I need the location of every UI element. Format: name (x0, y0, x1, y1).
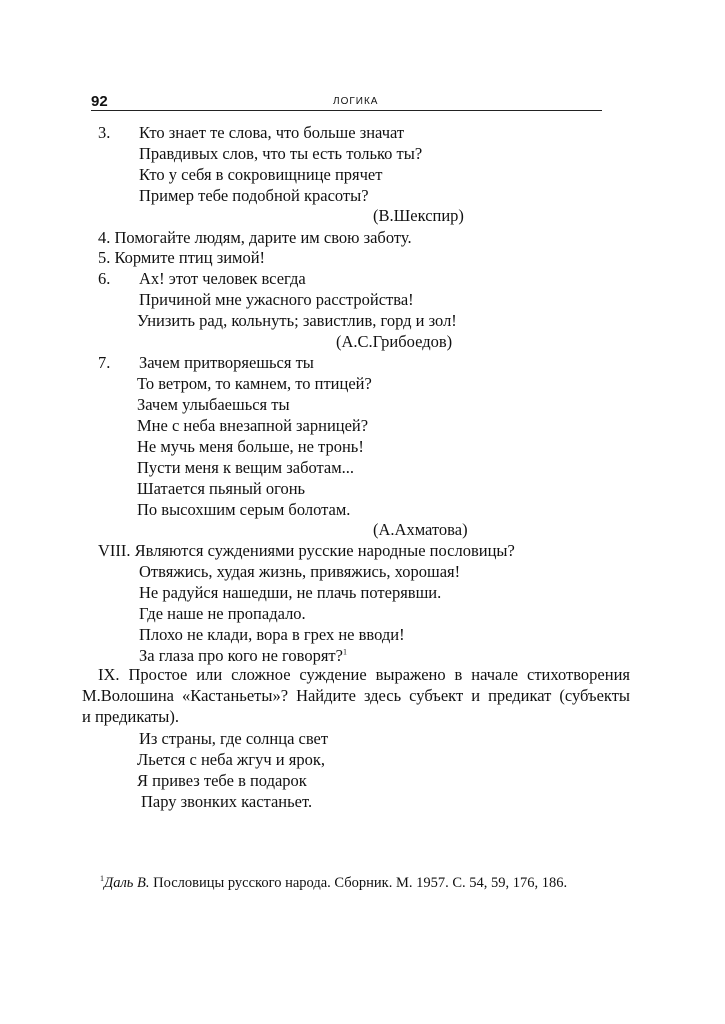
item6-line-3: Унизить рад, кольнуть; завистлив, горд и зол! (137, 311, 457, 330)
item6-author: (А.С.Грибоедов) (336, 332, 453, 351)
item6-number: 6. (98, 269, 111, 288)
proverb-5: За глаза про кого не говорят?$^1$ (139, 646, 347, 665)
poem-line-2: Льется с неба жгуч и ярок, (137, 750, 325, 769)
footnote-text: Пословицы русского народа. Сборник. М. 1957. С. 54, 59, 176, 186. (153, 874, 568, 891)
item3-line-4: Пример тебе подобной красоты? (139, 186, 369, 205)
item3-line-3: Кто у себя в сокровищнице прячет (139, 165, 383, 184)
item3-number: 3. (98, 123, 111, 142)
item7-line-7: Шатается пьяный огонь (137, 479, 306, 498)
item7-number: 7. (98, 353, 111, 372)
item5-text: 5. Кормите птиц зимой! (98, 248, 266, 267)
item4-text: 4. Помогайте людям, дарите им свою заботу. (98, 228, 412, 247)
section9-question-line-3: и предикаты). (82, 707, 179, 726)
proverb-2: Не радуйся нашедши, не плачь потерявши. (139, 583, 442, 602)
item7-line-8: По высохшим серым болотам. (137, 500, 351, 519)
item7-author: (А.Ахматова) (373, 520, 468, 539)
item3-author: (В.Шекспир) (373, 206, 464, 225)
item3-line-1: Кто знает те слова, что больше значат (139, 123, 405, 142)
proverb-3: Где наше не пропадало. (139, 604, 306, 623)
poem-line-1: Из страны, где солнца свет (139, 729, 329, 748)
item6-line-2: Причиной мне ужасного расстройства! (139, 290, 414, 309)
proverb-1: Отвяжись, худая жизнь, привяжись, хорошая! (139, 562, 461, 581)
footnote (100, 875, 567, 890)
header-rule (91, 110, 602, 111)
footnote-author: Даль В. (104, 874, 150, 891)
section8-question: VIII. Являются суждениями русские народные пословицы? (98, 541, 515, 560)
item6-line-1: Ах! этот человек всегда (139, 269, 306, 288)
item7-line-1: Зачем притворяешься ты (139, 353, 314, 372)
item7-line-5: Не мучь меня больше, не тронь! (137, 437, 364, 456)
item7-line-2: То ветром, то камнем, то птицей? (137, 374, 372, 393)
section9-question-line-1: IX. Простое или сложное суждение выражено в начале стихотворения (98, 665, 630, 684)
page-number: 92 (91, 93, 108, 110)
proverb-4: Плохо не клади, вора в грех не вводи! (139, 625, 405, 644)
poem-line-4: Пару звонких кастаньет. (141, 792, 313, 811)
running-title: ЛОГИКА (333, 96, 379, 107)
item7-line-4: Мне с неба внезапной зарницей? (137, 416, 369, 435)
footnote-ref: 1 (342, 647, 347, 657)
section9-question-line-2: М.Волошина «Кастаньеты»? Найдите здесь субъект и предикат (субъекты (82, 686, 630, 705)
item7-line-6: Пусти меня к вещим заботам... (137, 458, 355, 477)
footnote-marker: 1 (100, 874, 104, 883)
item7-line-3: Зачем улыбаешься ты (137, 395, 290, 414)
poem-line-3: Я привез тебе в подарок (137, 771, 307, 790)
item3-line-2: Правдивых слов, что ты есть только ты? (139, 144, 423, 163)
